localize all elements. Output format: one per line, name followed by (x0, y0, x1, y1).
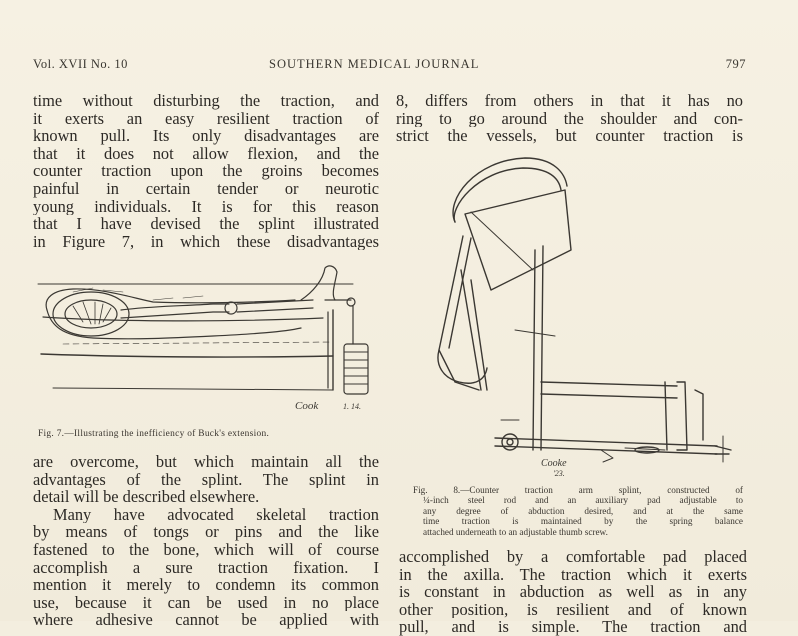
right-column-bottom-text (399, 548, 747, 636)
volume-label: Vol. XVII No. 10 (33, 57, 128, 71)
text-line: that it does not allow flexion, and the (33, 144, 379, 163)
left-column-bottom-text (33, 453, 379, 629)
text-line: ring to go around the shoulder and con- (396, 109, 743, 128)
page-number: 797 (725, 57, 746, 71)
caption-line: Fig. 8.—Counter traction arm splint, constructed of (413, 485, 743, 495)
figure-7-caption: Fig. 7.—Illustrating the inefficiency of Buck's extension. (38, 429, 270, 439)
figure-8-arm-splint-illustration (415, 150, 745, 480)
figure-7-buck-extension-illustration (33, 262, 378, 427)
text-line: known pull. Its only disadvantages are (33, 127, 379, 145)
text-line: use, because it can be used in no place (33, 593, 379, 612)
caption-line: ¼-inch steel rod and an auxiliary pad adjustable to (423, 495, 743, 506)
text-line: that I have devised the splint illustrated (33, 215, 379, 233)
text-line: are overcome, but which maintain all the (33, 453, 379, 471)
text-line: in Figure 7, in which these disadvantages (33, 232, 379, 251)
caption-line: attached underneath to an adjustable thumb screw. (423, 526, 608, 537)
text-line: pull, and is simple. The traction and (399, 618, 747, 636)
page-header (33, 57, 746, 73)
right-column-top-text (396, 92, 743, 145)
text-line: counter traction upon the groins becomes (33, 162, 379, 180)
text-line: other position, is resilient and of known (399, 600, 747, 619)
figure-7-signature-date: 1. 14. (343, 402, 361, 411)
figure-8-caption (413, 485, 743, 537)
text-line: mention it merely to condemn its common (33, 576, 379, 594)
left-column-top-text (33, 92, 379, 250)
journal-title: SOUTHERN MEDICAL JOURNAL (269, 57, 480, 71)
caption-line: any degree of abduction desired, and at the same (423, 505, 743, 516)
text-line: strict the vessels, but counter traction is (396, 127, 743, 145)
text-line: accomplished by a comfortable pad placed (399, 548, 747, 566)
caption-line: time traction is maintained by the spring balance (423, 516, 743, 527)
text-line: detail will be described elsewhere. (33, 488, 260, 506)
text-line: painful in certain tender or neurotic (33, 179, 379, 198)
figure-8-signature-date: '23. (553, 469, 565, 478)
text-line: by means of tongs or pins and the like (33, 523, 379, 541)
text-line: advantages of the splint. The splint in (33, 470, 379, 489)
text-line: Many have advocated skeletal traction (53, 505, 379, 524)
text-line: accomplish a sure traction fixation. I (33, 558, 379, 577)
text-line: 8, differs from others in that it has no (396, 92, 743, 110)
figure-7-signature: Cook (295, 400, 319, 412)
text-line: time without disturbing the traction, and (33, 92, 379, 110)
text-line: fastened to the bone, which will of course (33, 540, 379, 559)
text-line: in the axilla. The traction which it exerts (399, 565, 747, 584)
text-line: young individuals. It is for this reason (33, 197, 379, 216)
text-line: it exerts an easy resilient traction of (33, 109, 379, 128)
figure-8-signature: Cooke (541, 458, 567, 469)
text-line: is constant in abduction as well as in any (399, 583, 747, 601)
text-line: where adhesive cannot be applied with (33, 611, 379, 629)
